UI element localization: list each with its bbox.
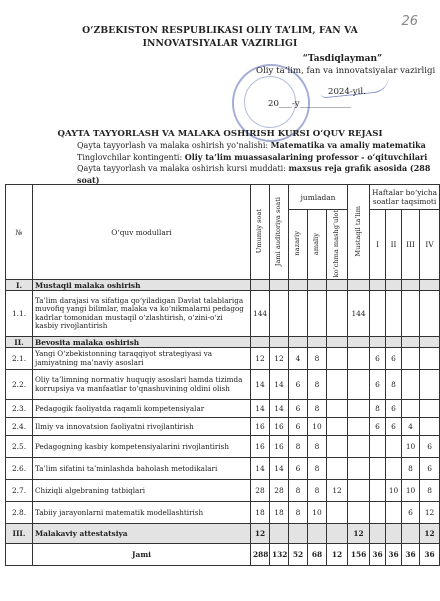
module-name: Pedagogning kasbiy kompetensiyalarini rivojlantirish (33, 436, 251, 458)
week-2-hours (386, 436, 402, 458)
week-4-hours: 6 (420, 458, 440, 480)
row-number: 2.2. (6, 370, 33, 400)
visit-hours (327, 348, 348, 370)
week-4-hours: 6 (420, 436, 440, 458)
section-row (6, 524, 440, 544)
theory-hours: 8 (289, 502, 308, 524)
visit-hours: 12 (327, 544, 348, 566)
row-number: 2.4. (6, 418, 33, 436)
week-4-hours: 8 (420, 480, 440, 502)
week-4-hours (420, 400, 440, 418)
approve-year: 2024-yil. (328, 87, 366, 97)
theory-hours: 8 (289, 480, 308, 502)
total-label: Jami (33, 544, 251, 566)
independent-hours (348, 370, 370, 400)
section-number: II. (6, 337, 33, 348)
total-hours: 288 (251, 544, 270, 566)
module-name: Ilmiy va innovatsion faoliyatni rivojlantirish (33, 418, 251, 436)
week-1-hours (370, 502, 386, 524)
theory-hours: 8 (289, 436, 308, 458)
total-hours: 16 (251, 418, 270, 436)
week-1-hours (370, 436, 386, 458)
theory-hours: 6 (289, 418, 308, 436)
week-1-hours: 6 (370, 348, 386, 370)
independent-hours (348, 418, 370, 436)
section-title: Mustaqil malaka oshirish (33, 280, 251, 291)
approval-block (250, 53, 435, 110)
practice-hours: 68 (308, 544, 327, 566)
visit-hours (327, 436, 348, 458)
ministry-line-1: O‘ZBEKISTON RESPUBLIKASI OLIY TA’LIM, FAN VA (82, 25, 358, 36)
course-meta (77, 140, 440, 186)
audit-hours: 16 (270, 436, 289, 458)
row-number: 2.6. (6, 458, 33, 480)
row-number: 2.8. (6, 502, 33, 524)
week-1-hours: 6 (370, 418, 386, 436)
week-4-hours: 12 (420, 502, 440, 524)
section-title: Bevosita malaka oshirish (33, 337, 251, 348)
curriculum-table (5, 184, 440, 566)
section-number: I. (6, 280, 33, 291)
total-row (6, 544, 440, 566)
module-name: Tabiiy jarayonlarni matematik modellashtirish (33, 502, 251, 524)
contingent-value: Oliy ta’lim muassasalarining professor - o‘qituvchilari (184, 151, 428, 162)
total-hours: 16 (251, 436, 270, 458)
independent-hours (348, 436, 370, 458)
independent-hours: 144 (348, 291, 370, 337)
week-1-hours (370, 458, 386, 480)
visit-hours (327, 418, 348, 436)
col-including-header: jumladan (289, 185, 348, 210)
contingent-label: Tinglovchilar kontingenti: (77, 152, 185, 162)
col-practice-header (308, 210, 327, 280)
independent-hours: 156 (348, 544, 370, 566)
table-row (6, 502, 440, 524)
visit-hours (327, 400, 348, 418)
direction-line (77, 140, 440, 152)
week-4-hours (420, 348, 440, 370)
approve-title: “Tasdiqlayman” (302, 54, 383, 64)
week-3-hours (402, 348, 420, 370)
independent-hours (348, 458, 370, 480)
audit-hours: 28 (270, 480, 289, 502)
week-2-hours: 8 (386, 370, 402, 400)
total-hours: 28 (251, 480, 270, 502)
theory-hours: 4 (289, 348, 308, 370)
total-hours: 14 (251, 400, 270, 418)
audit-hours: 12 (270, 348, 289, 370)
visit-hours (327, 458, 348, 480)
table-row (6, 291, 440, 337)
week-2-header: II (386, 210, 402, 280)
total-hours: 18 (251, 502, 270, 524)
col-theory-label: nazariy (293, 231, 302, 256)
visit-hours (327, 370, 348, 400)
total-hours: 14 (251, 458, 270, 480)
row-number: 2.7. (6, 480, 33, 502)
document-title: QAYTA TAYYORLASH VA MALAKA OSHIRISH KURSI O‘QUV REJASI (57, 129, 383, 139)
practice-hours: 8 (308, 348, 327, 370)
audit-hours: 14 (270, 458, 289, 480)
independent-hours: 12 (348, 524, 370, 544)
total-hours: 12 (251, 524, 270, 544)
row-number: 2.3. (6, 400, 33, 418)
total-hours: 12 (251, 348, 270, 370)
table-row (6, 480, 440, 502)
week-1-hours (370, 480, 386, 502)
week-3-hours (402, 370, 420, 400)
independent-hours (348, 502, 370, 524)
theory-hours: 6 (289, 370, 308, 400)
week-1-hours: 6 (370, 370, 386, 400)
week-3-hours: 8 (402, 458, 420, 480)
col-independent-header (348, 185, 370, 280)
table-row (6, 418, 440, 436)
audit-hours: 132 (270, 544, 289, 566)
week-2-hours: 6 (386, 348, 402, 370)
section-row (6, 337, 440, 348)
theory-hours: 6 (289, 400, 308, 418)
section-title: Malakaviy attestatsiya (33, 524, 251, 544)
practice-hours: 8 (308, 480, 327, 502)
contingent-line (77, 152, 440, 164)
module-name: Ta’lim darajasi va sifatiga qo‘yiladigan Davlat talablariga muvofiq yangi bilimlar, malaka va ko‘nikmalarni pedagog kadrlar tomonidan mustaqil o‘zlashtirish, o‘zini-o‘zi kasbiy rivojlantirish (33, 291, 251, 337)
module-name: Oliy ta’limning normativ huquqiy asoslari hamda tizimda korrupsiya va manfaatlar to‘qnashuvining oldini olish (33, 370, 251, 400)
independent-hours (348, 400, 370, 418)
practice-hours: 10 (308, 502, 327, 524)
total-hours: 144 (251, 291, 270, 337)
visit-hours: 12 (327, 480, 348, 502)
section-row (6, 280, 440, 291)
table-row (6, 370, 440, 400)
audit-hours: 16 (270, 418, 289, 436)
independent-hours (348, 348, 370, 370)
week-2-hours (386, 458, 402, 480)
col-module-header: O‘quv modullari (33, 185, 251, 280)
duration-line (77, 163, 440, 186)
week-2-hours: 6 (386, 418, 402, 436)
total-hours: 14 (251, 370, 270, 400)
week-4-hours: 12 (420, 524, 440, 544)
practice-hours: 10 (308, 418, 327, 436)
theory-hours: 6 (289, 458, 308, 480)
row-number: 2.1. (6, 348, 33, 370)
page-number: 26 (401, 14, 418, 29)
row-number: 1.1. (6, 291, 33, 337)
table-header-row-1 (6, 185, 440, 210)
section-number: III. (6, 524, 33, 544)
col-total-label: Umumiy soat (255, 209, 264, 254)
theory-hours: 52 (289, 544, 308, 566)
week-4-hours: 36 (420, 544, 440, 566)
col-total-header (251, 185, 270, 280)
col-weekly-header: Haftalar bo‘yicha soatlar taqsimoti (370, 185, 440, 210)
approve-organization: Oliy ta’lim, fan va innovatsiyalar vazirligi (256, 66, 436, 76)
col-theory-header (289, 210, 308, 280)
practice-hours: 8 (308, 370, 327, 400)
week-1-hours: 36 (370, 544, 386, 566)
col-independent-label: Mustaqil ta’lim (353, 205, 362, 257)
duration-value: maxsus reja grafik asosida (288 soat) (77, 163, 431, 185)
practice-hours: 8 (308, 436, 327, 458)
col-audit-label: Jami auditoriya soati (274, 196, 283, 266)
col-visit-header (327, 210, 348, 280)
independent-hours (348, 480, 370, 502)
row-number: 2.5. (6, 436, 33, 458)
week-2-hours: 36 (386, 544, 402, 566)
week-4-hours (420, 370, 440, 400)
col-practice-label: amaliy (312, 232, 321, 255)
week-4-header: IV (420, 210, 440, 280)
module-name: Yangi O‘zbekistonning taraqqiyot strategiyasi va jamiyatning ma’naviy asoslari (33, 348, 251, 370)
direction-label: Qayta tayyorlash va malaka oshirish yo‘nalishi: (77, 141, 271, 150)
audit-hours: 14 (270, 370, 289, 400)
table-row (6, 436, 440, 458)
module-name: Ta’lim sifatini ta’minlashda baholash metodikalari (33, 458, 251, 480)
week-2-hours: 6 (386, 400, 402, 418)
duration-label: Qayta tayyorlash va malaka oshirish kursi muddati: (77, 164, 289, 174)
module-name: Pedagogik faoliyatda raqamli kompetensiyalar (33, 400, 251, 418)
week-3-hours: 10 (402, 436, 420, 458)
practice-hours: 8 (308, 400, 327, 418)
week-3-hours: 4 (402, 418, 420, 436)
col-audit-header (270, 185, 289, 280)
week-3-hours: 36 (402, 544, 420, 566)
week-3-hours: 10 (402, 480, 420, 502)
table-row (6, 400, 440, 418)
week-2-hours (386, 502, 402, 524)
col-number-header: № (6, 185, 33, 280)
table-row (6, 348, 440, 370)
week-3-hours (402, 400, 420, 418)
module-name: Chiziqli algebraning tatbiqlari (33, 480, 251, 502)
week-3-header: III (402, 210, 420, 280)
direction-value: Matematika va amaliy matematika (270, 140, 426, 150)
ministry-line-2: INNOVATSIYALAR VAZIRLIGI (142, 38, 298, 49)
week-2-hours: 10 (386, 480, 402, 502)
audit-hours: 18 (270, 502, 289, 524)
approve-number: 20___-y____________ (268, 99, 352, 109)
audit-hours: 14 (270, 400, 289, 418)
practice-hours: 8 (308, 458, 327, 480)
table-row (6, 458, 440, 480)
week-1-header: I (370, 210, 386, 280)
week-4-hours (420, 418, 440, 436)
visit-hours (327, 502, 348, 524)
week-1-hours: 8 (370, 400, 386, 418)
ministry-header (0, 24, 440, 50)
col-visit-label: ko‘chma mashg‘ulot (332, 210, 341, 278)
week-3-hours: 6 (402, 502, 420, 524)
